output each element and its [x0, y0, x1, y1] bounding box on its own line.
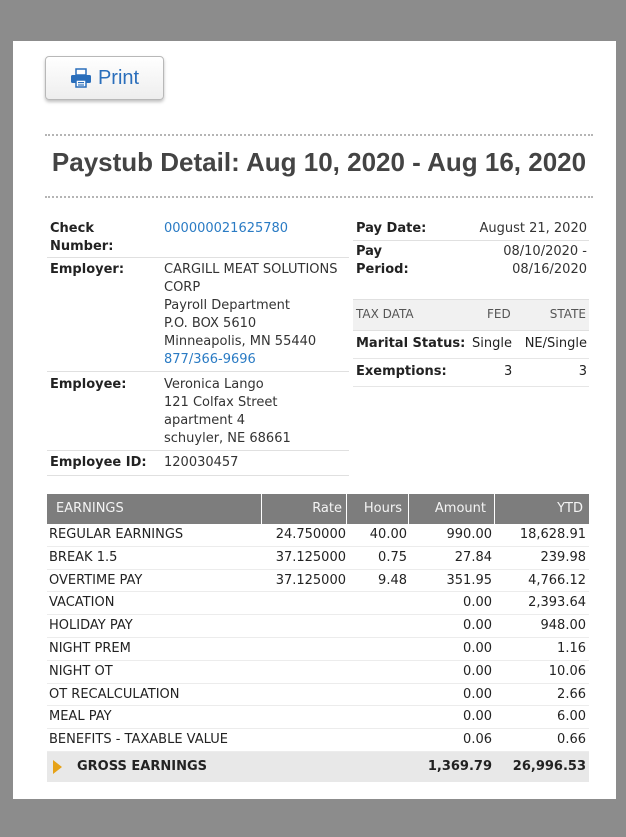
rule: [47, 371, 349, 372]
earnings-cell-ytd: 2.66: [557, 686, 586, 702]
table-row: [47, 547, 589, 570]
divider-top: [45, 134, 593, 136]
table-row: [47, 524, 589, 547]
earnings-cell-rate: 37.125000: [275, 572, 346, 588]
earnings-cell-amount: 0.00: [463, 618, 492, 634]
employer-phone-link[interactable]: 877/366-9696: [164, 352, 256, 367]
earnings-body: [47, 524, 589, 752]
earnings-cell-amount: 0.00: [463, 663, 492, 679]
employer-label: Employer:: [50, 262, 125, 277]
earnings-table: [47, 494, 589, 782]
exemptions-label: Exemptions:: [356, 364, 447, 379]
earnings-cell-hours: 0.75: [378, 549, 407, 565]
pay-period-end: 08/16/2020: [512, 262, 587, 277]
earnings-cell-hours: 9.48: [378, 572, 407, 588]
pay-period-label-2: Period:: [356, 262, 409, 277]
earnings-header-rate: Rate: [262, 494, 347, 524]
table-row: [47, 615, 589, 638]
gross-earnings-row: [47, 752, 589, 782]
earnings-cell-amount: 0.00: [463, 709, 492, 725]
employer-line: Minneapolis, MN 55440: [164, 334, 317, 349]
earnings-cell-ytd: 0.66: [557, 732, 586, 748]
exemptions-fed: 3: [504, 364, 513, 379]
employee-line: 121 Colfax Street: [164, 395, 278, 410]
rule: [353, 240, 589, 241]
earnings-header-hours: Hours: [347, 494, 409, 524]
employee-id-value: 120030457: [164, 455, 239, 470]
earnings-cell-name: NIGHT PREM: [49, 640, 131, 656]
earnings-cell-amount: 990.00: [446, 527, 492, 542]
printer-icon: [70, 68, 92, 88]
earnings-cell-rate: 37.125000: [275, 549, 346, 565]
earnings-cell-amount: 27.84: [454, 549, 492, 565]
earnings-header-name: EARNINGS: [47, 494, 262, 524]
earnings-cell-ytd: 6.00: [557, 709, 586, 725]
rule: [47, 450, 349, 451]
earnings-cell-ytd: 1.16: [557, 640, 586, 656]
tax-row-exemptions: [353, 360, 589, 387]
earnings-cell-name: BREAK 1.5: [49, 549, 118, 565]
check-number-label-1: Check: [50, 221, 94, 236]
gross-earnings-amount: 1,369.79: [427, 758, 492, 774]
earnings-cell-name: REGULAR EARNINGS: [49, 527, 184, 542]
earnings-header-ytd: YTD: [557, 501, 583, 516]
earnings-cell-name: BENEFITS - TAXABLE VALUE: [49, 732, 228, 748]
earnings-cell-name: VACATION: [49, 595, 115, 611]
employee-label: Employee:: [50, 377, 127, 392]
tax-data-header: [353, 299, 589, 331]
marital-status-state: NE/Single: [524, 336, 587, 351]
employee-id-label: Employee ID:: [50, 455, 147, 470]
table-row: [47, 570, 589, 593]
earnings-cell-name: MEAL PAY: [49, 709, 112, 725]
earnings-cell-ytd: 948.00: [540, 618, 586, 634]
marital-status-fed: Single: [472, 336, 512, 351]
gross-earnings-label: GROSS EARNINGS: [77, 758, 207, 774]
tax-header-label: TAX DATA: [356, 307, 414, 321]
earnings-cell-amount: 0.00: [463, 686, 492, 702]
table-row: [47, 684, 589, 707]
divider-bottom: [45, 196, 593, 198]
gross-earnings-ytd: 26,996.53: [512, 758, 586, 774]
paystub-sheet: [13, 41, 616, 799]
table-row: [47, 592, 589, 615]
triangle-right-icon: [53, 760, 62, 774]
earnings-cell-ytd: 2,393.64: [528, 595, 586, 611]
earnings-header-amount: Amount: [409, 494, 495, 524]
table-row: [47, 661, 589, 684]
check-number-label-2: Number:: [50, 239, 114, 254]
earnings-cell-amount: 0.06: [463, 732, 492, 748]
earnings-header-row: [47, 494, 589, 524]
table-row: [47, 706, 589, 729]
tax-header-fed: FED: [487, 307, 511, 321]
pay-date-value: August 21, 2020: [479, 221, 587, 236]
earnings-cell-name: HOLIDAY PAY: [49, 618, 133, 634]
employer-line: CARGILL MEAT SOLUTIONS: [164, 262, 338, 277]
employee-line: apartment 4: [164, 413, 246, 428]
exemptions-state: 3: [578, 364, 587, 379]
tax-row-marital: [353, 332, 589, 359]
rule: [47, 475, 349, 476]
page-title: Paystub Detail: Aug 10, 2020 - Aug 16, 2020: [51, 147, 587, 177]
earnings-cell-ytd: 4,766.12: [528, 572, 586, 588]
pay-period-start: 08/10/2020 -: [503, 244, 587, 259]
employee-line: Veronica Lango: [164, 377, 264, 392]
earnings-cell-amount: 351.95: [446, 572, 492, 588]
table-row: [47, 638, 589, 661]
earnings-cell-ytd: 239.98: [540, 549, 586, 565]
earnings-cell-hours: 40.00: [369, 527, 407, 542]
earnings-cell-ytd: 10.06: [548, 663, 586, 679]
rule: [47, 257, 349, 258]
print-button[interactable]: [45, 56, 164, 100]
earnings-cell-ytd: 18,628.91: [519, 527, 586, 542]
earnings-cell-name: OT RECALCULATION: [49, 686, 180, 702]
pay-period-label-1: Pay: [356, 244, 383, 259]
earnings-cell-rate: 24.750000: [275, 527, 346, 542]
marital-status-label: Marital Status:: [356, 336, 466, 351]
earnings-cell-amount: 0.00: [463, 640, 492, 656]
employer-line: P.O. BOX 5610: [164, 316, 257, 331]
employer-line: CORP: [164, 280, 201, 295]
earnings-cell-name: NIGHT OT: [49, 663, 113, 679]
table-row: [47, 729, 589, 752]
earnings-cell-name: OVERTIME PAY: [49, 572, 143, 588]
employee-line: schuyler, NE 68661: [164, 431, 291, 446]
print-label: Print: [97, 66, 140, 89]
tax-header-state: STATE: [549, 307, 586, 321]
employer-line: Payroll Department: [164, 298, 290, 313]
pay-date-label: Pay Date:: [356, 221, 427, 236]
earnings-cell-amount: 0.00: [463, 595, 492, 611]
check-number-link[interactable]: 000000021625780: [164, 221, 289, 236]
